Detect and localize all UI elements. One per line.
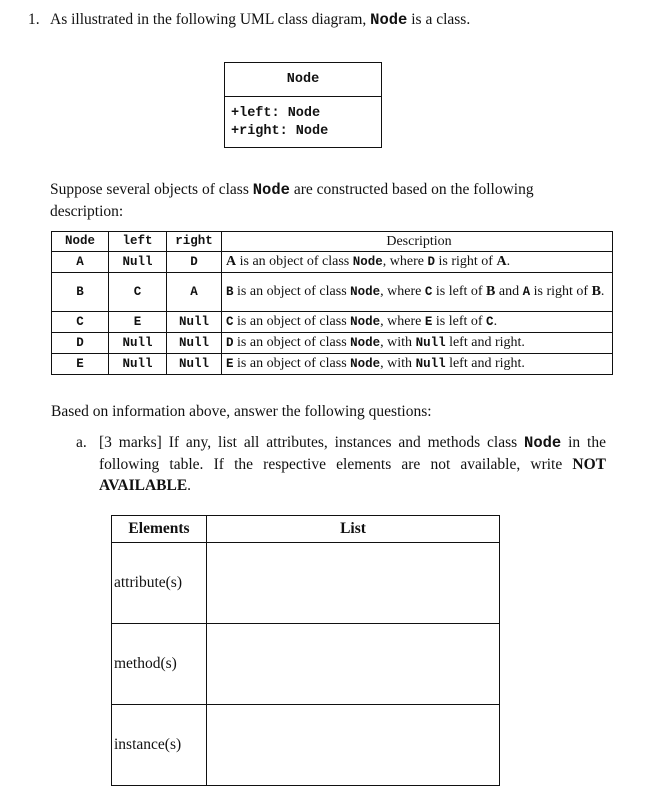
description-fragment: B (486, 284, 496, 299)
description-fragment: E (226, 357, 234, 371)
description-fragment: Null (415, 336, 446, 350)
cell-node: E (52, 354, 109, 375)
description-fragment: B (226, 285, 234, 299)
objects-table-row (52, 333, 613, 354)
description-fragment: C (424, 285, 433, 299)
answer-cell-attributes[interactable] (207, 543, 500, 624)
description-fragment: . (600, 284, 605, 299)
description-fragment: A (522, 285, 531, 299)
cell-description (222, 333, 613, 354)
elements-row-methods (112, 624, 500, 705)
description-fragment: , with (380, 335, 416, 350)
description-fragment: C (226, 315, 234, 329)
header-list: List (207, 516, 500, 543)
description-fragment: is right of (530, 284, 592, 299)
uml-class-diagram (224, 62, 382, 148)
suppose-pre: Suppose several objects of class (50, 181, 253, 198)
cell-description (222, 273, 613, 312)
header-node: Node (52, 232, 109, 252)
description-fragment: is an object of class (233, 335, 351, 350)
description-fragment: , where (380, 314, 425, 329)
description-fragment: Node (350, 315, 381, 329)
cell-description (222, 354, 613, 375)
header-elements: Elements (112, 516, 207, 543)
suppose-paragraph (50, 179, 570, 222)
description-fragment: E (424, 315, 433, 329)
instructions-text: Based on information above, answer the following questions: (51, 403, 432, 420)
objects-table-row (52, 252, 613, 273)
description-fragment: is an object of class (233, 356, 351, 371)
suppose-post: are constructed based on the following description: (50, 181, 534, 220)
cell-right: Null (167, 333, 222, 354)
objects-table-row (52, 312, 613, 333)
description-fragment: is right of (435, 254, 497, 269)
cell-description (222, 252, 613, 273)
description-fragment: is left of (432, 284, 487, 299)
description-fragment: left and right. (445, 335, 525, 350)
description-fragment: C (486, 315, 494, 329)
description-fragment: A (226, 254, 237, 269)
intro-pre: As illustrated in the following UML class diagram, (50, 11, 371, 28)
description-fragment: is an object of class (233, 284, 351, 299)
uml-class-name: Node (225, 63, 381, 97)
description-fragment: D (226, 336, 234, 350)
answer-cell-instances[interactable] (207, 705, 500, 786)
uml-attributes (225, 97, 381, 141)
intro-class-name: Node (370, 11, 408, 29)
description-fragment: . (506, 254, 511, 269)
header-description: Description (222, 232, 613, 252)
description-fragment: is an object of class (236, 254, 353, 269)
part-a-mid: in the following table. If the respective elements are not available, write (99, 434, 606, 473)
intro-post: is a class. (407, 11, 471, 28)
cell-right: A (167, 273, 222, 312)
part-a-class-name: Node (524, 434, 562, 452)
description-fragment: Node (352, 255, 383, 269)
cell-left: Null (109, 252, 167, 273)
question-number: 1. (28, 11, 40, 28)
element-label: method(s) (112, 624, 207, 705)
uml-attribute: +right: Node (231, 124, 329, 139)
cell-node: B (52, 273, 109, 312)
cell-left: C (109, 273, 167, 312)
part-a-label: a. (76, 434, 87, 451)
question-intro (50, 11, 470, 29)
cell-right: D (167, 252, 222, 273)
element-label: attribute(s) (112, 543, 207, 624)
description-fragment: . (493, 314, 498, 329)
elements-row-instances (112, 705, 500, 786)
cell-node: D (52, 333, 109, 354)
cell-description (222, 312, 613, 333)
description-fragment: is left of (432, 314, 487, 329)
element-label: instance(s) (112, 705, 207, 786)
header-right: right (167, 232, 222, 252)
part-a-post: . (187, 477, 192, 494)
elements-header-row (112, 516, 500, 543)
cell-left: E (109, 312, 167, 333)
cell-right: Null (167, 312, 222, 333)
objects-table (51, 231, 613, 375)
cell-node: A (52, 252, 109, 273)
elements-answer-table (111, 515, 500, 786)
cell-node: C (52, 312, 109, 333)
objects-table-body (52, 252, 613, 375)
objects-table-header-row (52, 232, 613, 252)
cell-left: Null (109, 354, 167, 375)
objects-table-row (52, 354, 613, 375)
description-fragment: Node (350, 285, 381, 299)
part-a-emphasis: NOT AVAILABLE (99, 456, 606, 494)
cell-right: Null (167, 354, 222, 375)
description-fragment: B (591, 284, 601, 299)
description-fragment: Node (350, 336, 381, 350)
description-fragment: D (427, 255, 435, 269)
description-fragment: , where (380, 284, 425, 299)
description-fragment: Null (415, 357, 446, 371)
description-fragment: , where (382, 254, 428, 269)
description-fragment: A (496, 254, 507, 269)
uml-attribute: +left: Node (231, 106, 321, 121)
cell-left: Null (109, 333, 167, 354)
description-fragment: Node (350, 357, 381, 371)
answer-cell-methods[interactable] (207, 624, 500, 705)
description-fragment: is an object of class (233, 314, 351, 329)
description-fragment: left and right. (445, 356, 525, 371)
description-fragment: , with (380, 356, 416, 371)
objects-table-row (52, 273, 613, 312)
part-a-text (99, 432, 606, 496)
header-left: left (109, 232, 167, 252)
elements-row-attributes (112, 543, 500, 624)
suppose-class-name: Node (252, 181, 290, 199)
description-fragment: and (495, 284, 523, 299)
part-a-pre: [3 marks] If any, list all attributes, instances and methods class (99, 434, 525, 451)
